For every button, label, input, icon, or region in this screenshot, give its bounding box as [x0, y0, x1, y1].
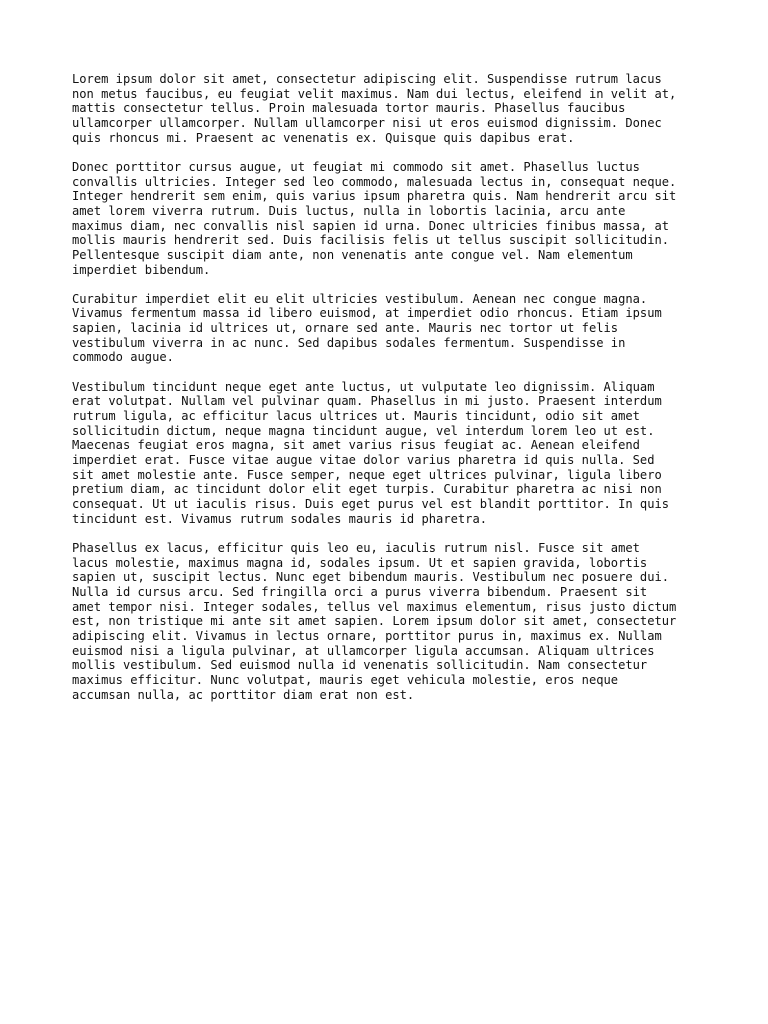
document-page: [72, 72, 702, 717]
paragraph-5: Phasellus ex lacus, efficitur quis leo eu, iaculis rutrum nisl. Fusce sit amet lacus molestie, maximus magna id, sodales ipsum. Ut et sapien gravida, lobortis sapien ut, suscipit lectus. Nunc eget bibendum mauris. Vestibulum nec posuere dui. Nulla id cursus arcu. Sed fringilla orci a purus viverra bibendum. Praesent sit amet tempor nisi. Integer sodales, tellus vel maximus elementum, risus justo dictum est, non tristique mi ante sit amet sapien. Lorem ipsum dolor sit amet, consectetur adipiscing elit. Vivamus in lectus ornare, porttitor purus in, maximus ex. Nullam euismod nisi a ligula pulvinar, at ullamcorper ligula accumsan. Aliquam ultrices mollis vestibulum. Sed euismod nulla id venenatis sollicitudin. Nam consectetur maximus efficitur. Nunc volutpat, mauris eget vehicula molestie, eros neque accumsan nulla, ac porttitor diam erat non est.: [72, 540, 677, 702]
paragraph-3: Curabitur imperdiet elit eu elit ultricies vestibulum. Aenean nec congue magna. Vivamus fermentum massa id libero euismod, at imperdiet odio rhoncus. Etiam ipsum sapien, lacinia id ultrices ut, ornare sed ante. Mauris nec tortor ut felis vestibulum viverra in ac nunc. Sed dapibus sodales fermentum. Suspendisse in commodo augue.: [72, 291, 662, 365]
paragraph-1: Lorem ipsum dolor sit amet, consectetur adipiscing elit. Suspendisse rutrum lacus non metus faucibus, eu feugiat velit maximus. Nam dui lectus, eleifend in velit at, mattis consectetur tellus. Proin malesuada tortor mauris. Phasellus faucibus ullamcorper ullamcorper. Nullam ullamcorper nisi ut eros euismod dignissim. Donec quis rhoncus mi. Praesent ac venenatis ex. Quisque quis dapibus erat.: [72, 72, 677, 145]
paragraph-2: Donec porttitor cursus augue, ut feugiat mi commodo sit amet. Phasellus luctus convallis ultricies. Integer sed leo commodo, malesuada lectus in, consequat neque. Integer hendrerit sem enim, quis varius ipsum pharetra quis. Nam hendrerit arcu sit amet lorem viverra rutrum. Duis luctus, nulla in lobortis lacinia, arcu ante maximus diam, nec convallis nisl sapien id urna. Donec ultricies finibus massa, at mollis mauris hendrerit sed. Duis facilisis felis ut tellus suscipit sollicitudin. Pellentesque suscipit diam ante, non venenatis ante congue vel. Nam elementum imperdiet bibendum.: [72, 159, 677, 277]
paragraph-4: Vestibulum tincidunt neque eget ante luctus, ut vulputate leo dignissim. Aliquam erat volutpat. Nullam vel pulvinar quam. Phasellus in mi justo. Praesent interdum rutrum ligula, ac efficitur lacus ultrices ut. Mauris tincidunt, odio sit amet sollicitudin dictum, neque magna tincidunt augue, vel interdum lorem leo ut est. Maecenas feugiat eros magna, sit amet varius risus feugiat ac. Aenean eleifend imperdiet erat. Fusce vitae augue vitae dolor varius pharetra id quis nulla. Sed sit amet molestie ante. Fusce semper, neque eget ultrices pulvinar, ligula libero pretium diam, ac tincidunt dolor elit eget turpis. Curabitur pharetra ac nisi non consequat. Ut ut iaculis risus. Duis eget purus vel est blandit porttitor. In quis tincidunt est. Vivamus rutrum sodales mauris id pharetra.: [72, 379, 670, 526]
